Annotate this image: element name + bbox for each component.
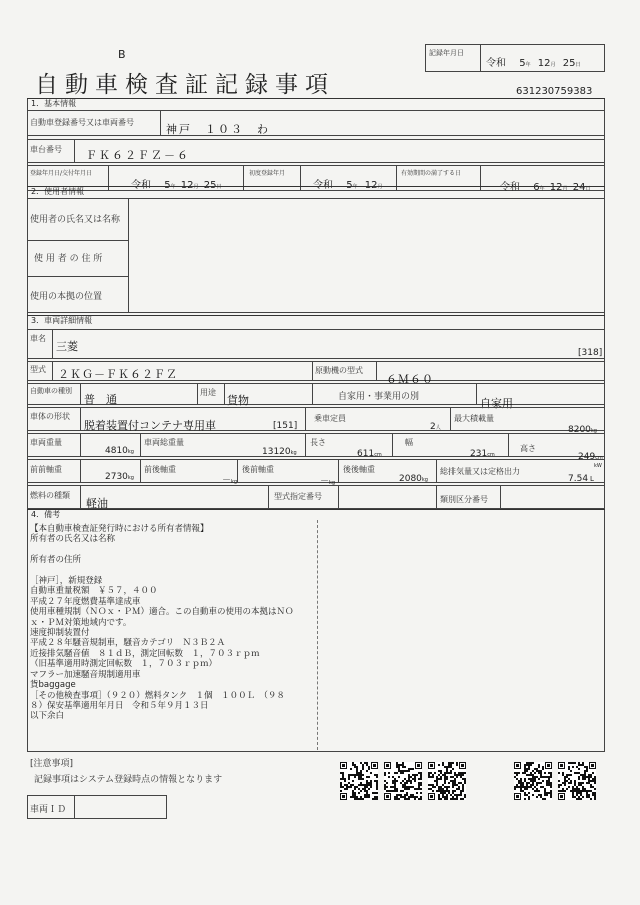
fr-axle-value: －kg <box>222 476 238 486</box>
designation-label: 型式指定番号 <box>274 492 322 501</box>
fuel-label: 燃料の種類 <box>30 491 70 500</box>
remarks-line: 貨baggage <box>30 680 76 691</box>
displacement-label: 総排気量又は定格出力 <box>440 467 520 476</box>
maker-code: [318] <box>578 348 603 358</box>
use-label: 用途 <box>200 388 216 397</box>
maker-value: 三菱 <box>56 340 78 353</box>
remarks-line: ８）保安基準適用年月日 令和５年９月１３日 <box>30 700 209 711</box>
capacity-label: 乗車定員 <box>314 414 346 423</box>
record-date: 令和 5年 12月 25日 <box>486 58 581 69</box>
shape-value: 脱着装置付コンテナ専用車 <box>84 419 216 432</box>
expiry-date: 令和 6年 12月 24日 <box>500 182 591 193</box>
maxload-label: 最大積載量 <box>454 414 494 423</box>
shape-label: 車体の形状 <box>30 412 70 421</box>
reg-date-label: 登録年月日/交付年月日 <box>30 170 93 177</box>
remarks-line: 【本自動車検査証発行時における所有者情報】 <box>30 524 209 534</box>
page-title: 自動車検査証記録事項 <box>35 72 335 98</box>
use-value: 貨物 <box>227 394 249 407</box>
gross-label: 車両総重量 <box>144 438 184 447</box>
displacement-value: 7.54 L <box>568 474 594 484</box>
rf-axle-label: 後前軸重 <box>242 465 274 474</box>
rr-axle-label: 後後軸重 <box>343 465 375 474</box>
fr-axle-label: 前後軸重 <box>144 465 176 474</box>
remarks-line: 所有者の住所 <box>30 555 82 566</box>
private-value: 自家用 <box>480 397 513 410</box>
remarks-line: 自動車重量税額 ￥５７，４００ <box>30 586 158 597</box>
remarks-line: 以下余白 <box>30 711 65 722</box>
engine-value: ６Ｍ６０ <box>386 373 434 386</box>
remarks-line: マフラー加速騒音規制適用車 <box>30 669 141 680</box>
reg-number-label: 自動車登録番号又は車両番号 <box>30 118 134 127</box>
reg-number-value: 神戸 １０３ わ <box>166 123 270 136</box>
qr-code-icon <box>558 762 596 800</box>
remarks-line: （旧基準適用時測定回転数 １，７０３ｒｐｍ） <box>30 659 218 670</box>
height-value: 249cm <box>578 452 603 462</box>
remarks-line: 速度抑制装置付 <box>30 628 90 639</box>
notes-heading: [注意事項] <box>30 759 74 769</box>
remarks-line <box>30 566 294 576</box>
remarks-line: 近接排気騒音値 ８１ｄＢ，測定回転数 １，７０３ｒｐｍ <box>30 648 260 659</box>
model-label: 型式 <box>30 365 46 374</box>
shape-code: [151] <box>273 421 298 431</box>
qr-code-icon <box>340 762 378 800</box>
remarks-line: 平成２８年騒音規制車，騒音カテゴリ Ｎ３Ｂ２Ａ <box>30 638 226 649</box>
remarks-line: ｘ・ＰＭ対策地域内です。 <box>30 617 132 628</box>
user-name-label: 使用者の氏名又は名称 <box>30 215 121 225</box>
remarks-line: ［その他検査事項］（９２０）燃料タンク １個 １００Ｌ （９８ <box>30 690 285 701</box>
maxload-value: 8200kg <box>568 425 597 435</box>
first-reg: 令和 5年 12月 <box>313 180 383 191</box>
notes-text: 記録事項はシステム登録時点の情報となります <box>34 775 223 785</box>
width-value: 231cm <box>470 449 495 459</box>
capacity-value: 2人 <box>430 422 441 432</box>
first-reg-label: 初度登録年月 <box>249 170 286 177</box>
remarks-text <box>30 524 294 722</box>
reg-date: 令和 5年 12月 25日 <box>131 180 222 191</box>
fuel-value: 軽油 <box>86 497 108 510</box>
length-label: 長さ <box>310 438 326 447</box>
remarks-line: 使用車種規制（ＮＯｘ・ＰＭ）適合。この自動車の使用の本拠はＮＯ <box>30 607 294 618</box>
length-value: 611cm <box>357 449 382 459</box>
ff-axle-value: 2730kg <box>105 472 134 482</box>
gross-value: 13120kg <box>262 447 297 457</box>
qr-code-icon <box>428 762 466 800</box>
remarks-line: 所有者の氏名又は名称 <box>30 534 116 545</box>
category-label: 類別区分番号 <box>440 495 488 504</box>
width-label: 幅 <box>405 438 413 447</box>
remarks-line: ［神戸］，新規登録 <box>30 576 103 587</box>
private-label: 自家用・事業用の別 <box>338 392 420 402</box>
rr-axle-value: 2080kg <box>399 474 428 484</box>
qr-code-icon <box>514 762 552 800</box>
kind-label: 自動車の種別 <box>30 387 72 395</box>
kind-value: 普 通 <box>84 393 117 406</box>
weight-label: 車両重量 <box>30 438 62 447</box>
document-number: 631230759383 <box>516 86 593 97</box>
chassis-label: 車台番号 <box>30 145 62 154</box>
section-vehicle-details: 3．車両詳細情報 <box>27 315 605 325</box>
section-remarks: 4．備考 <box>27 509 605 519</box>
expiry-label: 有効期間の満了する日 <box>401 170 462 177</box>
maker-label: 車名 <box>30 334 46 343</box>
remarks-line <box>30 545 294 555</box>
section-basic-info: 1．基本情報 <box>27 98 605 108</box>
displacement-unit-kw: kW <box>594 463 602 469</box>
chassis-value: ＦＫ６２ＦＺ－６ <box>86 149 190 162</box>
section-user-info: 2．使用者情報 <box>27 186 605 196</box>
model-value: ２ＫＧ－ＦＫ６２ＦＺ <box>58 368 178 381</box>
remarks-line: 平成２７年度燃費基準達成車 <box>30 596 141 607</box>
user-address-label: 使 用 者 の 住 所 <box>34 254 103 264</box>
ff-axle-label: 前前軸重 <box>30 465 62 474</box>
qr-code-icon <box>384 762 422 800</box>
weight-value: 4810kg <box>105 446 134 456</box>
engine-label: 原動機の型式 <box>315 366 363 375</box>
vehicle-id-label: 車両ＩＤ <box>30 805 67 815</box>
record-date-label: 記録年月日 <box>429 49 464 57</box>
height-label: 高さ <box>520 444 536 453</box>
rf-axle-value: －kg <box>320 477 336 487</box>
use-base-label: 使用の本拠の位置 <box>30 292 103 302</box>
b-mark: B <box>118 48 126 61</box>
